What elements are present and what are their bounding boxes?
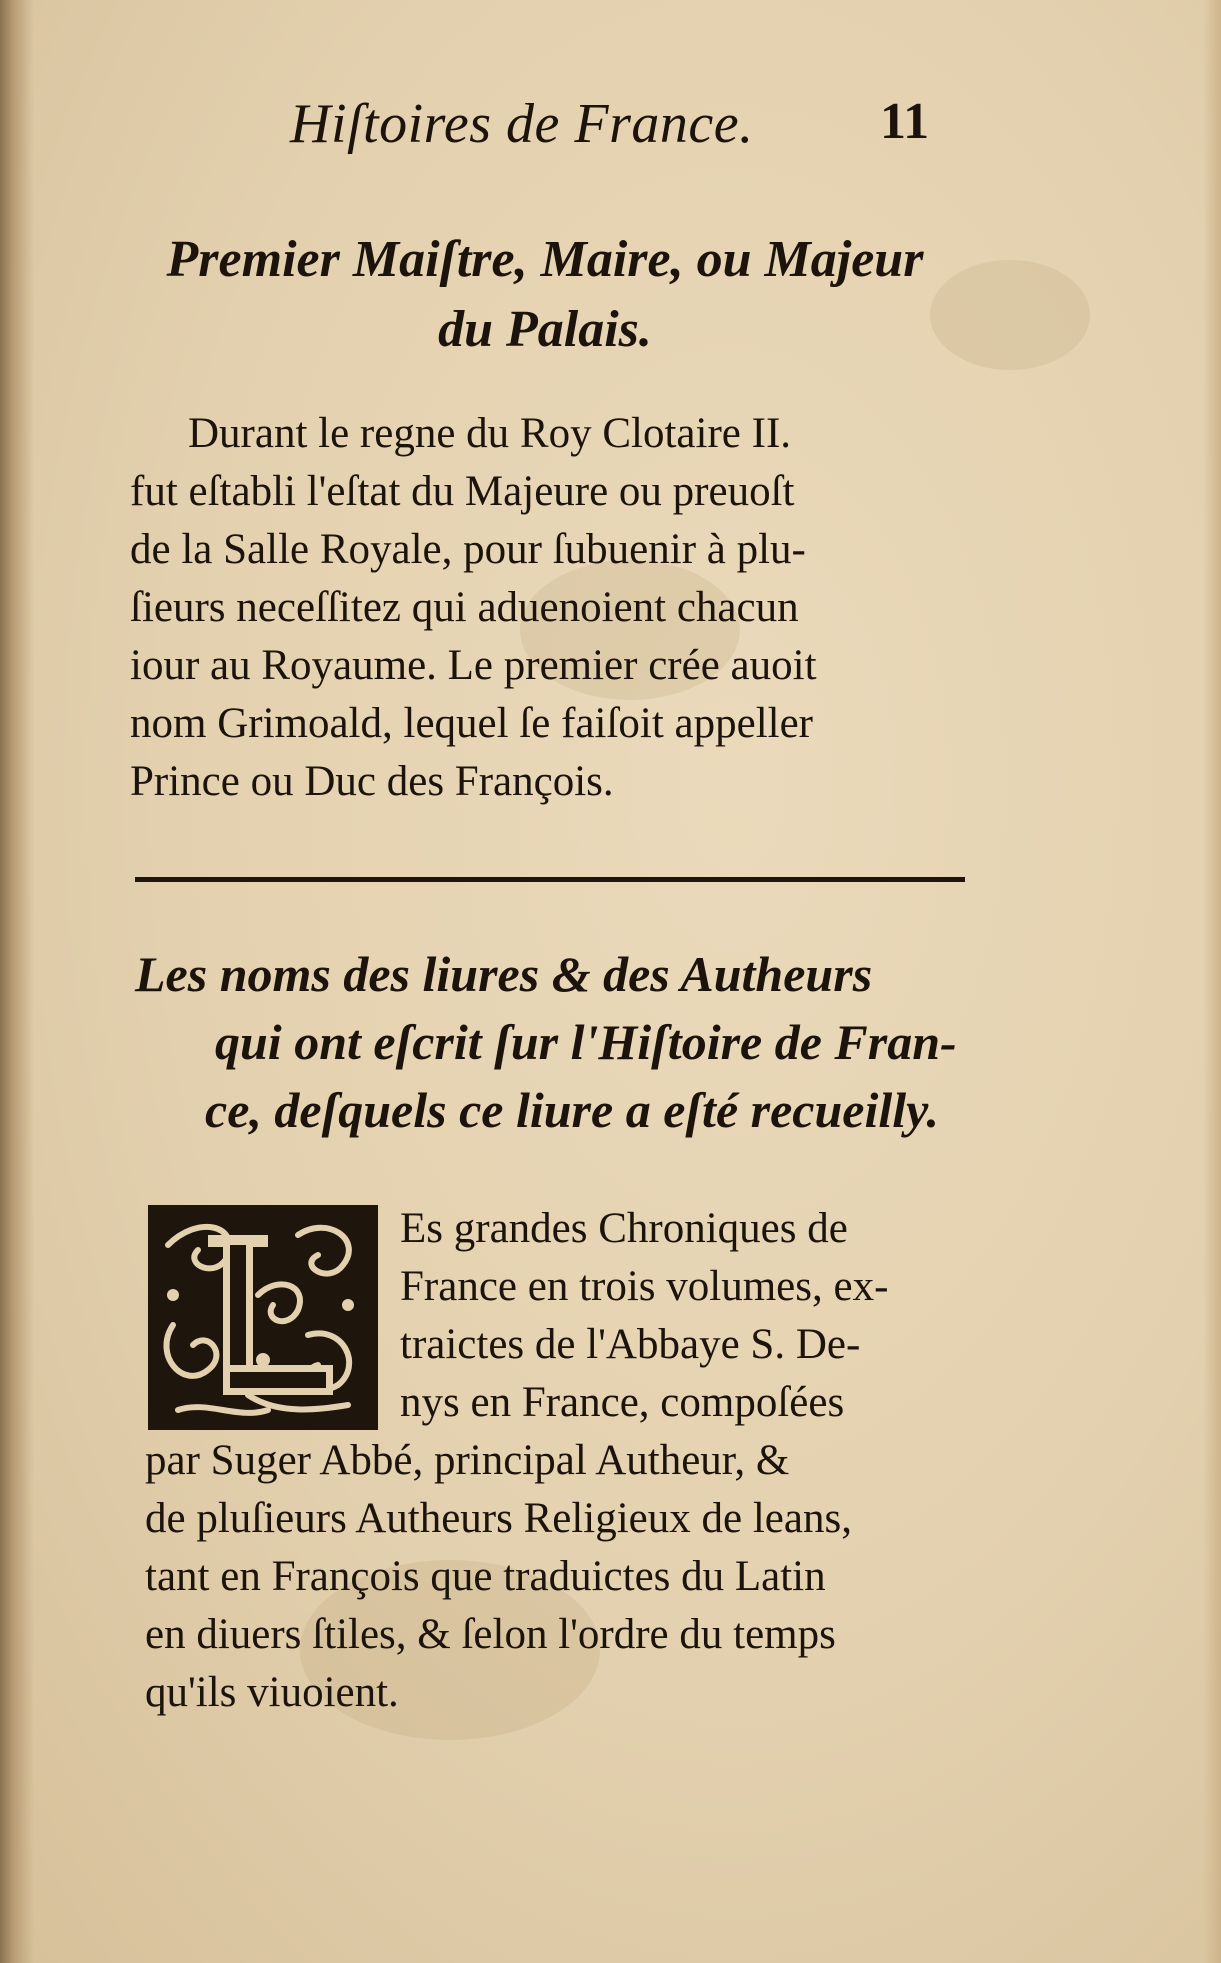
entry-line: traictes de l'Abbaye S. De-	[400, 1321, 861, 1368]
entry-line: de pluſieurs Autheurs Religieux de leans,	[145, 1495, 852, 1542]
entry-line: nys en France, compoſées	[400, 1379, 845, 1426]
horizontal-rule	[135, 877, 965, 882]
list-heading-line: qui ont eſcrit ſur l'Hiſtoire de Fran-	[215, 1014, 957, 1070]
paragraph-line: Prince ou Duc des François.	[130, 758, 614, 805]
page-gutter-shadow	[0, 0, 34, 1963]
section-title-line: Premier Maiſtre, Maire, ou Majeur	[166, 231, 924, 288]
page-number: 11	[880, 93, 930, 150]
list-heading	[135, 940, 975, 1144]
section-title	[130, 225, 960, 365]
page-edge	[1203, 0, 1221, 1963]
entry-line: tant en François que traduictes du Latin	[145, 1553, 826, 1600]
paragraph-line: iour au Royaume. Le premier crée auoit	[130, 642, 817, 689]
running-title: Hiſtoires de France.	[290, 93, 754, 155]
paragraph-line: Durant le regne du Roy Clotaire II.	[188, 410, 792, 457]
list-heading-line: ce, deſquels ce liure a eſté recueilly.	[205, 1082, 939, 1138]
entry-line: Es grandes Chroniques de	[400, 1205, 848, 1252]
book-entry	[145, 1200, 985, 1722]
entry-line: par Suger Abbé, principal Autheur, &	[145, 1437, 790, 1484]
paragraph-line: ſieurs neceſſitez qui aduenoient chacun	[130, 584, 799, 631]
paragraph-line: nom Grimoald, lequel ſe faiſoit appeller	[130, 700, 814, 747]
section-paragraph	[130, 405, 970, 811]
entry-line: France en trois volumes, ex-	[400, 1263, 889, 1310]
list-heading-line: Les noms des liures & des Autheurs	[135, 946, 873, 1002]
paragraph-line: fut eſtabli l'eſtat du Majeure ou preuoſt	[130, 468, 795, 515]
paragraph-line: de la Salle Royale, pour ſubuenir à plu-	[130, 526, 806, 573]
entry-line: qu'ils viuoient.	[145, 1669, 399, 1716]
entry-line: en diuers ſtiles, & ſelon l'ordre du temps	[145, 1611, 836, 1658]
section-title-line: du Palais.	[438, 301, 652, 358]
